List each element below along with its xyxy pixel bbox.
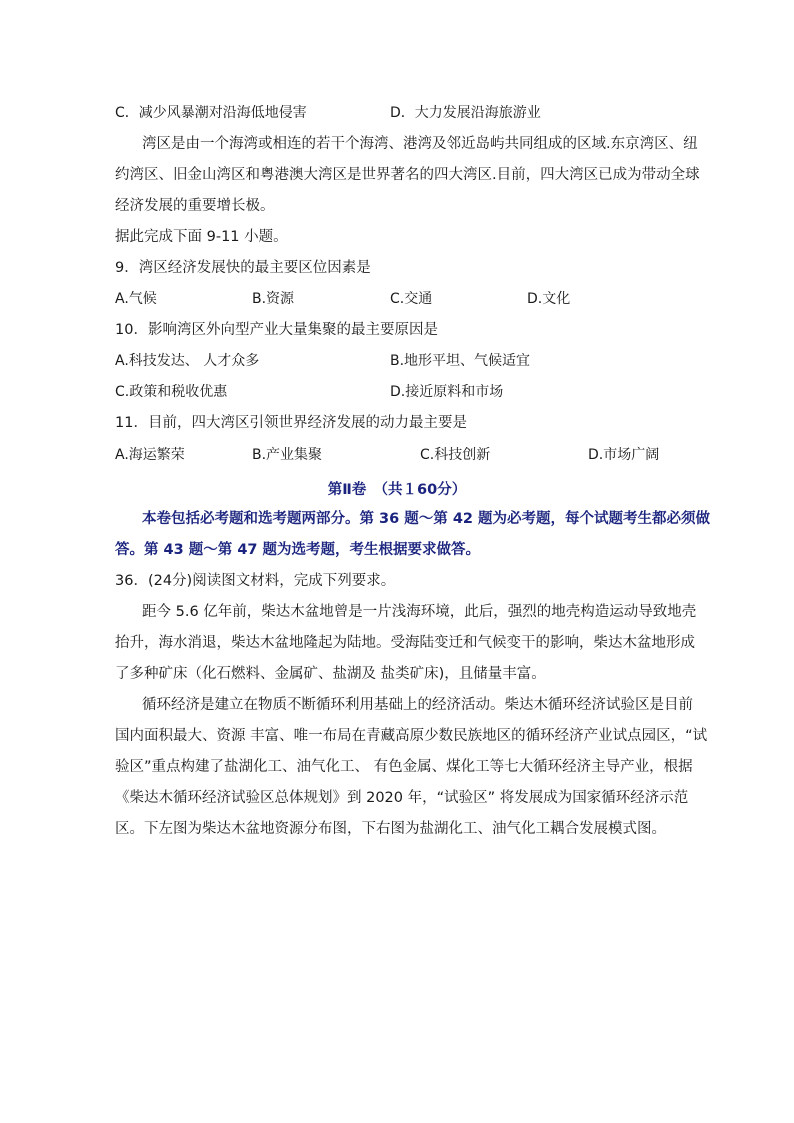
q11-option-a: A.海运繁荣 <box>115 447 185 463</box>
section-2-note-line-2: 答。第 43 题～第 47 题为选考题，考生根据要求做答。 <box>115 542 481 558</box>
q36-para1-line-3: 了多种矿床（化石燃料、金属矿、盐湖及 盐类矿床)，且储量丰富。 <box>115 666 546 682</box>
q36-stem: 36．(24分)阅读图文材料，完成下列要求。 <box>115 573 396 589</box>
q36-para2-line-4: 《柴达木循环经济试验区总体规划》到 2020 年，“试验区” 将发展成为国家循环经济示范 <box>115 790 689 806</box>
q10-option-a: A.科技发达、 人才众多 <box>115 353 260 369</box>
bay-passage-line-2: 约湾区、旧金山湾区和粤港澳大湾区是世界著名的四大湾区.目前，四大湾区已成为带动全球 <box>115 167 700 183</box>
q11-option-d: D.市场广阔 <box>588 447 660 463</box>
q36-para1-line-2: 抬升，海水消退，柴达木盆地隆起为陆地。受海陆变迁和气候变干的影响，柴达木盆地形成 <box>115 635 695 651</box>
q36-para2-line-3: 验区”重点构建了盐湖化工、油气化工、 有色金属、煤化工等七大循环经济主导产业，根据 <box>115 759 693 775</box>
q11-option-c: C.科技创新 <box>420 447 491 463</box>
q9-stem: 9．湾区经济发展快的最主要区位因素是 <box>115 260 371 276</box>
q9-option-d: D.文化 <box>527 291 571 307</box>
q11-stem: 11．目前，四大湾区引领世界经济发展的动力最主要是 <box>115 415 467 431</box>
section-2-note-line-1: 本卷包括必考题和选考题两部分。第 36 题～第 42 题为必考题，每个试题考生都必须做 <box>142 511 711 527</box>
q10-option-d: D.接近原料和市场 <box>390 384 504 400</box>
q11-option-b: B.产业集聚 <box>252 447 323 463</box>
q36-para1-line-1: 距今 5.6 亿年前，柴达木盆地曾是一片浅海环境，此后，强烈的地壳构造运动导致地壳 <box>142 604 697 620</box>
q9-option-c: C.交通 <box>390 291 433 307</box>
q9-option-b: B.资源 <box>252 291 295 307</box>
bay-passage-line-1: 湾区是由一个海湾或相连的若干个海湾、港湾及邻近岛屿共同组成的区域.东京湾区、纽 <box>142 136 698 152</box>
bay-passage-line-3: 经济发展的重要增长极。 <box>115 198 275 214</box>
prev-option-d: D．大力发展沿海旅游业 <box>390 105 541 121</box>
q36-para2-line-5: 区。下左图为柴达木盆地资源分布图，下右图为盐湖化工、油气化工耦合发展模式图。 <box>115 821 666 837</box>
q10-option-c: C.政策和税收优惠 <box>115 384 228 400</box>
q10-stem: 10．影响湾区外向型产业大量集聚的最主要原因是 <box>115 322 438 338</box>
q36-para2-line-1: 循环经济是建立在物质不断循环利用基础上的经济活动。柴达木循环经济试验区是目前 <box>142 697 693 713</box>
q9-option-a: A.气候 <box>115 291 157 307</box>
q36-para2-line-2: 国内面积最大、资源 丰富、唯一布局在青藏高原少数民族地区的循环经济产业试点园区，“试 <box>115 728 708 744</box>
prev-option-c: C．减少风暴潮对沿海低地侵害 <box>115 105 307 121</box>
section-2-title: 第Ⅱ卷 （共１60分） <box>327 482 467 498</box>
q10-option-b: B.地形平坦、气候适宜 <box>390 353 531 369</box>
instruction: 据此完成下面 9-11 小题。 <box>115 229 288 245</box>
